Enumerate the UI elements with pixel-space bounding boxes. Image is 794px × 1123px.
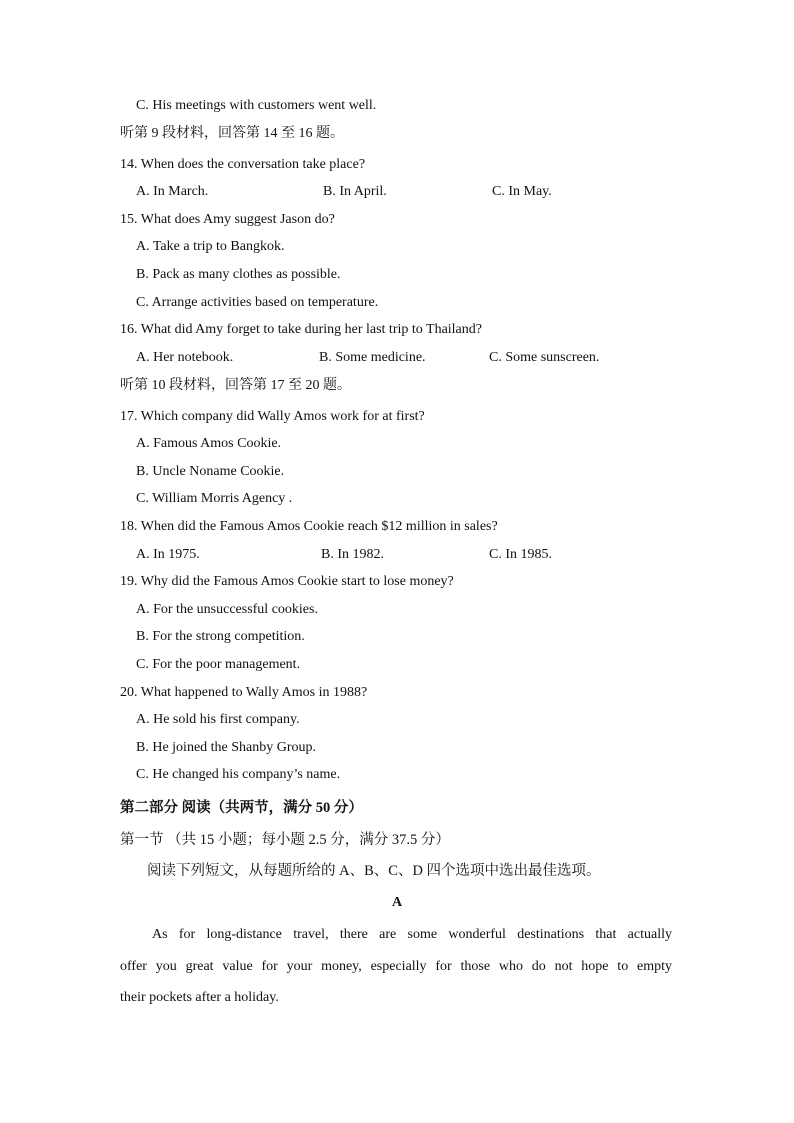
option-16c: C. Some sunscreen.	[489, 350, 600, 365]
passage-line-2: offer you great value for your money, especially for those who do not hope to empty	[120, 958, 672, 974]
option-17a: A. Famous Amos Cookie.	[136, 436, 282, 451]
option-19c: C. For the poor management.	[136, 657, 301, 672]
option-18c: C. In 1985.	[489, 547, 552, 562]
passage-line-1: As for long-distance travel, there are some wonderful destinations that actually	[152, 927, 672, 942]
passage-paragraph	[120, 919, 672, 1014]
option-19b: B. For the strong competition.	[136, 629, 305, 644]
option-14c: C. In May.	[492, 184, 552, 199]
option-18a: A. In 1975.	[136, 547, 200, 562]
option-18b: B. In 1982.	[321, 547, 384, 562]
question-16: 16. What did Amy forget to take during her last trip to Thailand?	[120, 322, 482, 337]
option-15b: B. Pack as many clothes as possible.	[136, 267, 341, 282]
option-20a: A. He sold his first company.	[136, 712, 300, 727]
option-13c: C. His meetings with customers went well.	[136, 98, 377, 113]
question-17: 17. Which company did Wally Amos work for at first?	[120, 409, 425, 424]
option-20b: B. He joined the Shanby Group.	[136, 740, 317, 755]
option-19a: A. For the unsuccessful cookies.	[136, 602, 318, 617]
question-19: 19. Why did the Famous Amos Cookie start to lose money?	[120, 574, 454, 589]
option-14a: A. In March.	[136, 184, 209, 199]
option-20c: C. He changed his company’s name.	[136, 767, 341, 782]
reading-instruction: 阅读下列短文，从每题所给的 A、B、C、D 四个选项中选出最佳选项。	[147, 863, 601, 879]
question-14: 14. When does the conversation take place?	[120, 157, 366, 172]
option-16b: B. Some medicine.	[319, 350, 426, 365]
option-15c: C. Arrange activities based on temperature.	[136, 295, 379, 310]
passage-label: A	[391, 895, 403, 910]
section-subtitle: 第一节 （共 15 小题；每小题 2.5 分，满分 37.5 分）	[120, 832, 450, 848]
question-15: 15. What does Amy suggest Jason do?	[120, 212, 335, 227]
option-14b: B. In April.	[323, 184, 387, 199]
option-16a: A. Her notebook.	[136, 350, 234, 365]
option-17b: B. Uncle Noname Cookie.	[136, 464, 285, 479]
listening-instruction-10: 听第 10 段材料，回答第 17 至 20 题。	[120, 378, 351, 393]
passage-line-3: their pockets after a holiday.	[120, 990, 279, 1005]
question-18: 18. When did the Famous Amos Cookie reach $12 million in sales?	[120, 519, 498, 534]
option-15a: A. Take a trip to Bangkok.	[136, 239, 285, 254]
listening-instruction-9: 听第 9 段材料，回答第 14 至 16 题。	[120, 126, 344, 141]
option-17c: C. William Morris Agency .	[136, 491, 293, 506]
part-title: 第二部分 阅读（共两节，满分 50 分）	[120, 800, 363, 816]
question-20: 20. What happened to Wally Amos in 1988?	[120, 685, 368, 700]
